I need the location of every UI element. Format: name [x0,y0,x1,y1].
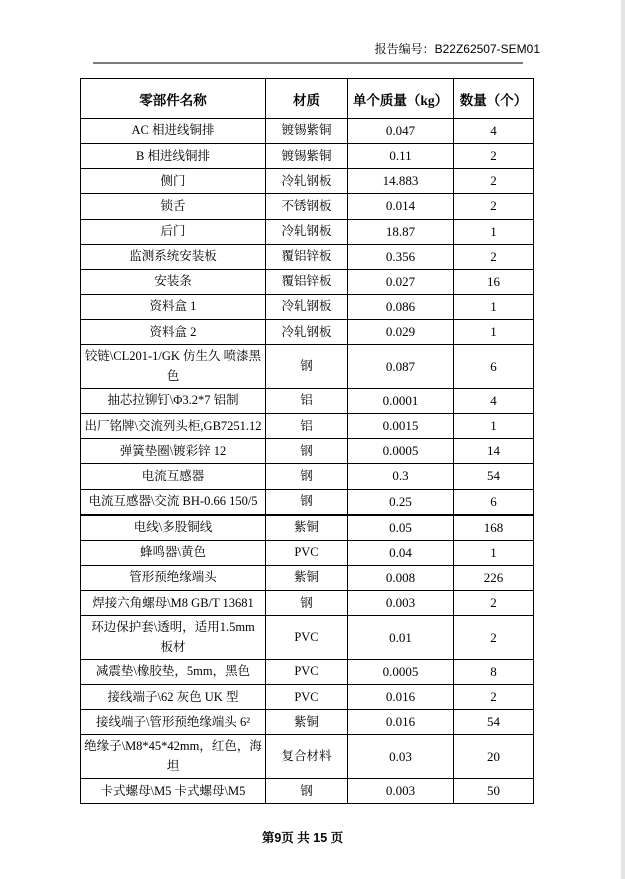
quantity-cell: 2 [454,144,534,169]
part-name-cell: B 相进线铜排 [81,144,266,169]
column-header-quantity: 数量（个） [454,79,534,119]
quantity-cell: 1 [454,219,534,244]
part-name-cell: 电线\多股铜线 [81,515,266,541]
unit-mass-cell: 0.016 [348,685,454,710]
material-cell: 铝 [266,414,348,439]
unit-mass-cell: 0.003 [348,591,454,616]
quantity-cell: 168 [454,515,534,541]
quantity-cell: 226 [454,566,534,591]
quantity-cell: 1 [454,414,534,439]
unit-mass-cell: 0.014 [348,194,454,219]
table-row [81,194,534,219]
table-row [81,685,534,710]
quantity-cell: 16 [454,269,534,294]
unit-mass-cell: 0.086 [348,294,454,319]
header-rule [93,62,523,64]
report-number-label: 报告编号： [374,42,435,56]
unit-mass-cell: 0.0001 [348,389,454,414]
part-name-cell: 管形预绝缘端头 [81,566,266,591]
table-row [81,294,534,319]
quantity-cell: 50 [454,779,534,804]
table-row [81,710,534,735]
part-name-cell: 侧门 [81,169,266,194]
quantity-cell: 1 [454,320,534,345]
unit-mass-cell: 0.016 [348,710,454,735]
unit-mass-cell: 0.01 [348,616,454,660]
table-row [81,439,534,464]
quantity-cell: 6 [454,345,534,389]
quantity-cell: 2 [454,169,534,194]
quantity-cell: 4 [454,119,534,144]
unit-mass-cell: 0.008 [348,566,454,591]
unit-mass-cell: 0.11 [348,144,454,169]
part-name-cell: 弹簧垫圈\镀彩锌 12 [81,439,266,464]
unit-mass-cell: 0.0005 [348,439,454,464]
unit-mass-cell: 0.003 [348,779,454,804]
unit-mass-cell: 0.3 [348,464,454,489]
table-row [81,389,534,414]
quantity-cell: 8 [454,660,534,685]
quantity-cell: 2 [454,685,534,710]
material-cell: 紫铜 [266,566,348,591]
material-cell: 覆铝锌板 [266,244,348,269]
quantity-cell: 54 [454,464,534,489]
part-name-cell: 接线端子\62 灰色 UK 型 [81,685,266,710]
quantity-cell: 1 [454,540,534,565]
part-name-cell: 环边保护套\透明，适用1.5mm 板材 [81,616,266,660]
page-right-edge [621,0,625,879]
material-cell: 冷轧钢板 [266,320,348,345]
page-number: 第9页 共 15 页 [261,831,344,845]
part-name-cell: 电流互感器\交流 BH-0.66 150/5 [81,489,266,515]
table-row [81,464,534,489]
unit-mass-cell: 0.029 [348,320,454,345]
table-row [81,345,534,389]
material-cell: 镀锡紫铜 [266,144,348,169]
part-name-cell: 监测系统安装板 [81,244,266,269]
material-cell: 紫铜 [266,515,348,541]
part-name-cell: 绝缘子\M8*45*42mm，红色，海坦 [81,735,266,779]
part-name-cell: 减震垫\橡胶垫，5mm，黑色 [81,660,266,685]
part-name-cell: 蜂鸣器\黄色 [81,540,266,565]
material-cell: PVC [266,616,348,660]
unit-mass-cell: 18.87 [348,219,454,244]
parts-table [80,78,534,804]
column-header-unit-mass: 单个质量（kg） [348,79,454,119]
table-row [81,779,534,804]
material-cell: 紫铜 [266,710,348,735]
table-row [81,320,534,345]
part-name-cell: 抽芯拉铆钉\Φ3.2*7 铝制 [81,389,266,414]
material-cell: 钢 [266,489,348,515]
table-row [81,169,534,194]
table-row [81,244,534,269]
unit-mass-cell: 0.05 [348,515,454,541]
report-number-line [375,40,540,57]
unit-mass-cell: 0.0015 [348,414,454,439]
part-name-cell: 资料盒 2 [81,320,266,345]
table-row [81,489,534,515]
quantity-cell: 4 [454,389,534,414]
unit-mass-cell: 0.25 [348,489,454,515]
table-row [81,144,534,169]
material-cell: PVC [266,685,348,710]
unit-mass-cell: 0.356 [348,244,454,269]
material-cell: 钢 [266,464,348,489]
quantity-cell: 1 [454,294,534,319]
part-name-cell: 焊接六角螺母\M8 GB/T 13681 [81,591,266,616]
unit-mass-cell: 0.027 [348,269,454,294]
part-name-cell: 锁舌 [81,194,266,219]
unit-mass-cell: 0.087 [348,345,454,389]
column-header-part-name: 零部件名称 [81,79,266,119]
unit-mass-cell: 0.0005 [348,660,454,685]
table-row [81,591,534,616]
table-row [81,540,534,565]
quantity-cell: 2 [454,591,534,616]
part-name-cell: 铰链\CL201-1/GK 仿生久 喷漆黑色 [81,345,266,389]
material-cell: 钢 [266,345,348,389]
material-cell: 镀锡紫铜 [266,119,348,144]
quantity-cell: 6 [454,489,534,515]
table-row [81,566,534,591]
table-row [81,119,534,144]
table-row [81,414,534,439]
part-name-cell: AC 相进线铜排 [81,119,266,144]
table-row [81,735,534,779]
quantity-cell: 2 [454,244,534,269]
material-cell: PVC [266,660,348,685]
unit-mass-cell: 0.04 [348,540,454,565]
quantity-cell: 20 [454,735,534,779]
table-header-row [81,79,534,119]
unit-mass-cell: 14.883 [348,169,454,194]
part-name-cell: 接线端子\管形预绝缘端头 6² [81,710,266,735]
part-name-cell: 资料盒 1 [81,294,266,319]
quantity-cell: 54 [454,710,534,735]
table-row [81,515,534,541]
material-cell: 复合材料 [266,735,348,779]
part-name-cell: 后门 [81,219,266,244]
report-number-value: B22Z62507-SEM01 [434,42,540,56]
unit-mass-cell: 0.047 [348,119,454,144]
part-name-cell: 出厂铭牌\交流列头柜,GB7251.12 [81,414,266,439]
column-header-material: 材质 [266,79,348,119]
material-cell: 钢 [266,439,348,464]
table-row [81,269,534,294]
material-cell: 不锈钢板 [266,194,348,219]
quantity-cell: 14 [454,439,534,464]
material-cell: 铝 [266,389,348,414]
part-name-cell: 电流互感器 [81,464,266,489]
quantity-cell: 2 [454,616,534,660]
part-name-cell: 安装条 [81,269,266,294]
material-cell: 冷轧钢板 [266,219,348,244]
material-cell: 钢 [266,591,348,616]
material-cell: 冷轧钢板 [266,294,348,319]
quantity-cell: 2 [454,194,534,219]
part-name-cell: 卡式螺母\M5 卡式螺母\M5 [81,779,266,804]
table-row [81,660,534,685]
table-row [81,616,534,660]
unit-mass-cell: 0.03 [348,735,454,779]
material-cell: 钢 [266,779,348,804]
material-cell: PVC [266,540,348,565]
material-cell: 冷轧钢板 [266,169,348,194]
table-row [81,219,534,244]
material-cell: 覆铝锌板 [266,269,348,294]
parts-table-body [81,119,534,804]
